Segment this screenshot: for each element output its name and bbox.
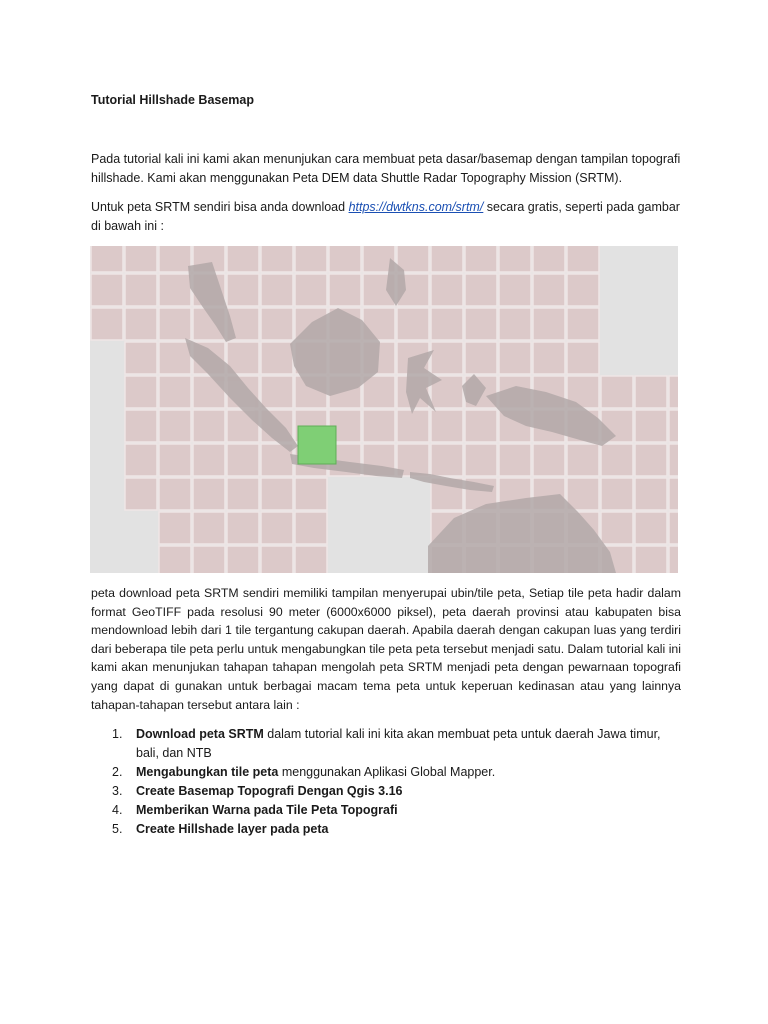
- document-title: Tutorial Hillshade Basemap: [91, 93, 255, 107]
- srtm-tile: [669, 410, 678, 442]
- srtm-tile: [261, 342, 293, 374]
- srtm-tile: [601, 512, 633, 544]
- srtm-tile: [601, 478, 633, 510]
- srtm-tile: [533, 246, 565, 272]
- download-paragraph: [91, 198, 681, 236]
- srtm-tile: [465, 444, 497, 476]
- list-item: [112, 763, 682, 782]
- srtm-tile: [431, 246, 463, 272]
- srtm-tile: [159, 546, 191, 573]
- srtm-tile: [227, 274, 259, 306]
- download-prefix-text: Untuk peta SRTM sendiri bisa anda download: [91, 200, 349, 214]
- srtm-tile: [669, 376, 678, 408]
- srtm-tile: [635, 410, 667, 442]
- srtm-tile: [567, 246, 599, 272]
- srtm-tile: [159, 246, 191, 272]
- srtm-tile: [635, 512, 667, 544]
- srtm-tile: [635, 546, 667, 573]
- srtm-tile: [295, 246, 327, 272]
- srtm-tile: [295, 512, 327, 544]
- srtm-tile: [397, 410, 429, 442]
- srtm-tile-map-image: [90, 246, 678, 573]
- srtm-tile: [499, 274, 531, 306]
- srtm-tile: [91, 274, 123, 306]
- step-number: 2.: [112, 765, 123, 779]
- srtm-tile: [669, 512, 678, 544]
- srtm-tile: [193, 478, 225, 510]
- srtm-tile: [261, 308, 293, 340]
- srtm-tile: [159, 308, 191, 340]
- srtm-tile: [261, 512, 293, 544]
- srtm-tile: [227, 478, 259, 510]
- srtm-tile: [567, 444, 599, 476]
- srtm-tile: [397, 246, 429, 272]
- srtm-tile: [125, 410, 157, 442]
- srtm-tile: [499, 342, 531, 374]
- srtm-tile: [533, 274, 565, 306]
- srtm-tile: [125, 246, 157, 272]
- srtm-tile: [159, 444, 191, 476]
- srtm-tile: [533, 308, 565, 340]
- srtm-tile: [295, 546, 327, 573]
- srtm-tile: [465, 308, 497, 340]
- srtm-tile: [431, 308, 463, 340]
- srtm-tile: [567, 478, 599, 510]
- srtm-tile: [363, 410, 395, 442]
- step-number: 1.: [112, 727, 123, 741]
- srtm-tile: [465, 342, 497, 374]
- step-text: dalam tutorial kali ini kita akan membuat peta untuk daerah Jawa timur, bali, dan NTB: [136, 727, 661, 760]
- srtm-tile: [363, 376, 395, 408]
- srtm-tile: [431, 410, 463, 442]
- srtm-tile: [261, 246, 293, 272]
- srtm-tile: [397, 308, 429, 340]
- srtm-tile: [499, 444, 531, 476]
- srtm-tile: [635, 444, 667, 476]
- steps-list: [112, 725, 682, 839]
- srtm-tile: [125, 376, 157, 408]
- step-title: Create Hillshade layer pada peta: [136, 822, 329, 836]
- srtm-tile: [159, 478, 191, 510]
- step-number: 3.: [112, 784, 123, 798]
- list-item: [112, 820, 682, 839]
- srtm-tile: [193, 410, 225, 442]
- srtm-tile: [227, 246, 259, 272]
- srtm-tile: [261, 546, 293, 573]
- srtm-tile: [567, 274, 599, 306]
- srtm-tile: [125, 342, 157, 374]
- srtm-tile: [635, 478, 667, 510]
- srtm-tile: [261, 478, 293, 510]
- srtm-tile: [91, 246, 123, 272]
- srtm-tile: [91, 308, 123, 340]
- srtm-tile: [159, 342, 191, 374]
- srtm-tile: [261, 376, 293, 408]
- srtm-tile: [567, 342, 599, 374]
- srtm-tile: [295, 274, 327, 306]
- srtm-tile: [329, 246, 361, 272]
- srtm-tile: [669, 478, 678, 510]
- srtm-tile: [261, 274, 293, 306]
- srtm-tile: [533, 444, 565, 476]
- step-number: 4.: [112, 803, 123, 817]
- srtm-tile: [499, 246, 531, 272]
- srtm-tile: [193, 512, 225, 544]
- srtm-tile: [159, 274, 191, 306]
- srtm-tile: [669, 444, 678, 476]
- list-item: [112, 782, 682, 801]
- srtm-tile: [567, 308, 599, 340]
- srtm-tile: [193, 546, 225, 573]
- srtm-tile: [669, 546, 678, 573]
- srtm-tile: [601, 376, 633, 408]
- srtm-tile: [125, 308, 157, 340]
- srtm-tile: [193, 444, 225, 476]
- srtm-tile: [159, 410, 191, 442]
- srtm-tile: [329, 274, 361, 306]
- srtm-tile: [159, 512, 191, 544]
- srtm-tile: [227, 444, 259, 476]
- srtm-tile: [125, 444, 157, 476]
- srtm-tile: [159, 376, 191, 408]
- step-title: Download peta SRTM: [136, 727, 264, 741]
- list-item: [112, 801, 682, 820]
- step-title: Mengabungkan tile peta: [136, 765, 279, 779]
- step-number: 5.: [112, 822, 123, 836]
- list-item: [112, 725, 682, 763]
- srtm-tile: [431, 444, 463, 476]
- srtm-tile: [125, 478, 157, 510]
- step-title: Memberikan Warna pada Tile Peta Topografi: [136, 803, 398, 817]
- srtm-download-link[interactable]: https://dwtkns.com/srtm/: [348, 200, 484, 214]
- srtm-tile: [125, 274, 157, 306]
- step-text: menggunakan Aplikasi Global Mapper.: [278, 765, 496, 779]
- srtm-tile: [465, 246, 497, 272]
- srtm-tile: [499, 308, 531, 340]
- srtm-tile: [431, 342, 463, 374]
- download-suffix-text: secara gratis, seperti pada gambar di bawah ini :: [91, 200, 680, 233]
- srtm-tile: [431, 274, 463, 306]
- srtm-tile: [295, 478, 327, 510]
- step-title: Create Basemap Topografi Dengan Qgis 3.16: [136, 784, 403, 798]
- description-paragraph: peta download peta SRTM sendiri memiliki tampilan menyerupai ubin/tile peta, Setiap tile peta hadir dalam format GeoTIFF pada resolusi 90 meter (6000x6000 piksel), peta daerah provinsi atau kabupaten bisa mendownload lebih dari 1 tile tergantung cakupan daerah. Apabila daerah dengan cakupan luas yang terdiri dari beberapa tile peta perlu untuk mengabungkan tile peta peta tersebut menjadi satu. Dalam tutorial kali ini kami akan menunjukan tahapan tahapan mengolah peta SRTM menjadi peta dengan pewarnaan topografi yang dapat di gunakan untuk berbagai macam tema peta untuk keperuan kedinasan atau yang lainnya tahapan-tahapan tersebut antara lain :: [91, 586, 681, 712]
- intro-paragraph: Pada tutorial kali ini kami akan menunjukan cara membuat peta dasar/basemap dengan tampilan topografi hillshade. Kami akan menggunakan Peta DEM data Shuttle Radar Topography Mission (SRTM).: [91, 152, 681, 185]
- selected-srtm-tile: [298, 426, 336, 464]
- srtm-tile: [601, 444, 633, 476]
- srtm-tile: [465, 274, 497, 306]
- srtm-tile: [465, 410, 497, 442]
- srtm-tile: [227, 546, 259, 573]
- srtm-tile: [227, 512, 259, 544]
- srtm-tile: [635, 376, 667, 408]
- srtm-tile: [533, 342, 565, 374]
